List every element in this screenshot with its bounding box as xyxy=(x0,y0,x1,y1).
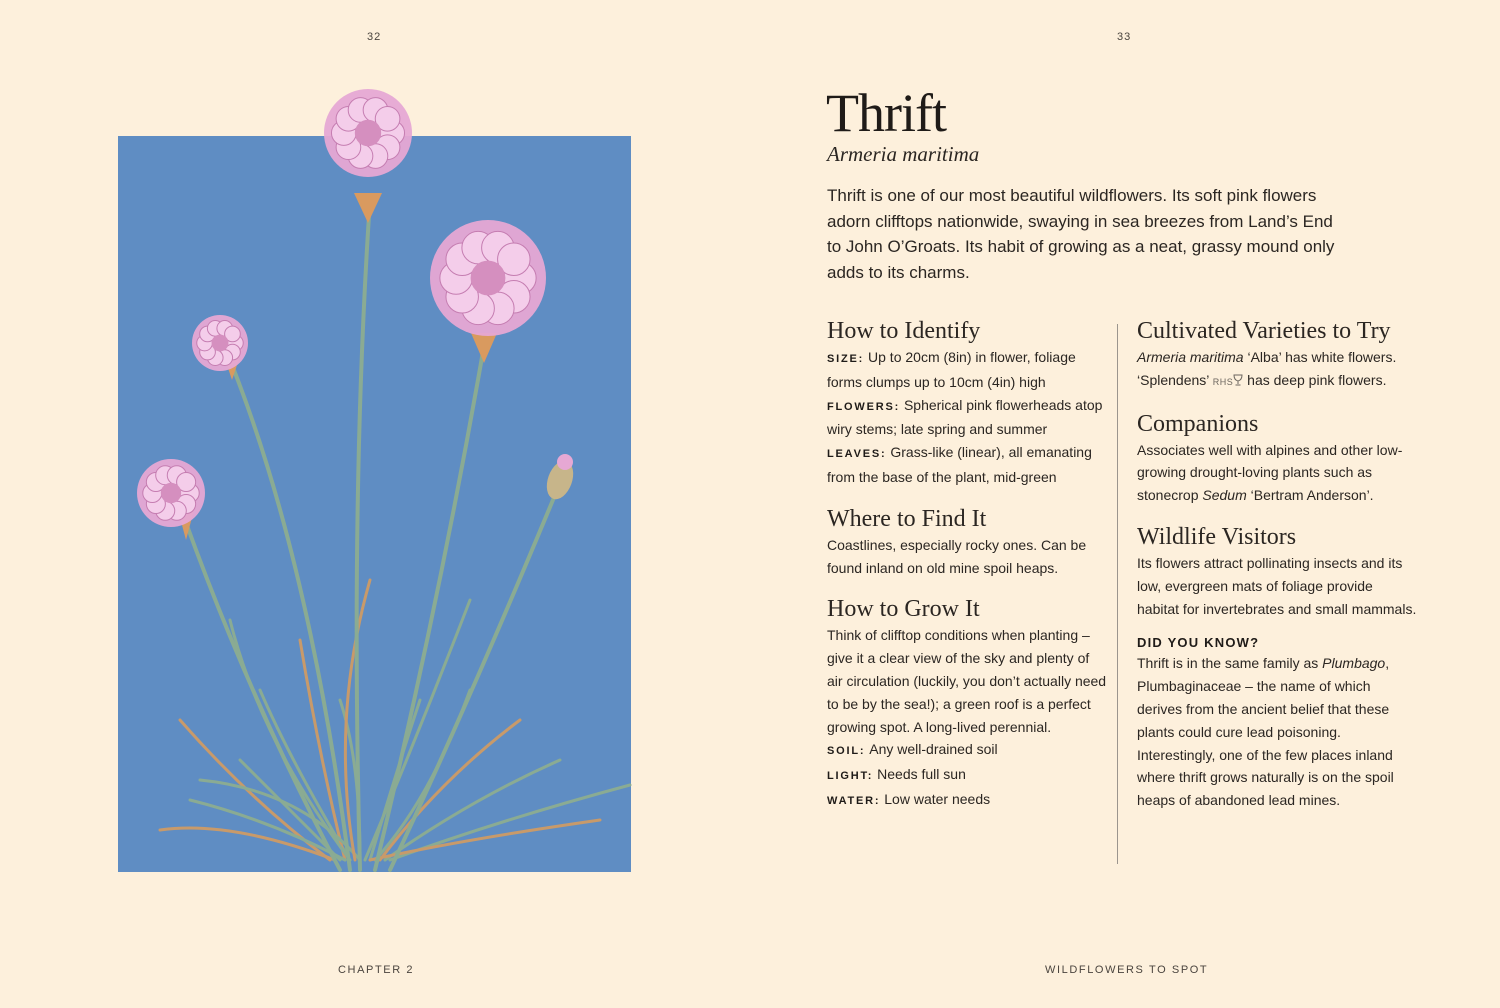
did-you-know-text xyxy=(1137,652,1417,812)
left-page-number: 32 xyxy=(367,31,382,43)
flower-floret xyxy=(336,106,361,131)
intro-paragraph: Thrift is one of our most beautiful wildflowers. Its soft pink flowers adorn clifftops nationwide, swaying in sea breezes from Land’s End to John O’Groats. Its habit of growing as a neat, grassy mound only adds to its charms. xyxy=(827,186,1335,282)
varieties-heading: Cultivated Varieties to Try xyxy=(1137,318,1391,344)
did-you-know-text-start: Thrift is in the same family as xyxy=(1137,655,1323,672)
variety-splendens xyxy=(1137,369,1417,394)
flowers-text: Spherical pink flowerheads atop wiry stems; late spring and summer xyxy=(827,396,1103,438)
variety-alba-name: Armeria maritima xyxy=(1137,349,1244,365)
illustration-background xyxy=(118,136,631,872)
water-row xyxy=(827,788,1107,813)
light-text: Needs full sun xyxy=(877,766,966,783)
wildlife-text: Its flowers attract pollinating insects and its low, evergreen mats of foliage provide habitat for invertebrates and small mammals. xyxy=(1137,554,1417,617)
water-text: Low water needs xyxy=(884,790,991,807)
wildlife-section xyxy=(1137,522,1417,620)
soil-row xyxy=(827,738,1107,763)
did-you-know-heading: DID YOU KNOW? xyxy=(1137,635,1260,651)
left-footer: CHAPTER 2 xyxy=(338,964,415,976)
did-you-know-box xyxy=(1137,635,1417,812)
grow-text: Think of clifftop conditions when planting – give it a clear view of the sky and plenty of air circulation (luckily, you don’t actually need to be by the sea!); a green roof is a perfect growing spot. A long-lived perennial. xyxy=(827,627,1107,735)
flower-floret xyxy=(348,98,373,123)
right-footer: WILDFLOWERS TO SPOT xyxy=(1045,964,1209,976)
companions-text-end: ‘Bertram Anderson’. xyxy=(1246,487,1374,504)
where-text: Coastlines, especially rocky ones. Can be found inland on old mine spoil heaps. xyxy=(827,536,1087,576)
flowers-label: FLOWERS: xyxy=(827,400,901,413)
entry-title: Thrift xyxy=(826,83,946,143)
did-you-know-genus: Plumbago xyxy=(1322,655,1386,672)
identify-section xyxy=(827,316,1107,489)
size-text: Up to 20cm (8in) in flower, foliage forms clumps up to 10cm (4in) high xyxy=(827,349,1076,390)
grow-heading: How to Grow It xyxy=(827,596,980,623)
companions-genus: Sedum xyxy=(1202,487,1247,504)
rhs-award-badge: RHS xyxy=(1212,376,1234,387)
right-page-number: 33 xyxy=(1117,31,1132,43)
flower-floret xyxy=(363,98,388,123)
column-divider xyxy=(1117,324,1118,864)
flower-floret xyxy=(375,106,400,131)
light-row xyxy=(827,763,1107,788)
variety-splendens-name: ‘Splendens’ xyxy=(1137,371,1209,388)
where-section xyxy=(827,504,1107,580)
companions-text xyxy=(1137,439,1417,507)
award-cup-icon xyxy=(1233,374,1243,386)
size-row xyxy=(827,346,1107,394)
variety-alba-text: ‘Alba’ has white flowers. xyxy=(1243,349,1397,365)
left-column xyxy=(827,316,1107,828)
companions-text-start: Associates well with alpines and other low-growing drought-loving plants such as stonecrop xyxy=(1137,441,1403,504)
size-label: SIZE: xyxy=(827,353,865,365)
water-label: WATER: xyxy=(827,794,881,807)
identify-heading: How to Identify xyxy=(827,318,981,344)
companions-section xyxy=(1137,409,1417,507)
variety-alba xyxy=(1137,346,1417,369)
variety-splendens-text: has deep pink flowers. xyxy=(1243,371,1387,388)
light-label: LIGHT: xyxy=(827,770,874,783)
soil-label: SOIL: xyxy=(827,745,866,758)
grow-section xyxy=(827,594,1107,812)
right-column xyxy=(1137,316,1417,812)
flowers-row xyxy=(827,394,1107,442)
where-heading: Where to Find It xyxy=(827,505,987,532)
soil-text: Any well-drained soil xyxy=(869,741,998,758)
did-you-know-text-end: , Plumbaginaceae – the name of which derives from the ancient belief that these plants could cure lead poisoning. Interestingly, one of the few places inland where thrift grows naturally is on the spoil heaps of abandoned lead mines. xyxy=(1137,655,1394,809)
wildlife-heading: Wildlife Visitors xyxy=(1137,523,1297,550)
varieties-section xyxy=(1137,316,1417,394)
leaves-label: LEAVES: xyxy=(827,448,887,461)
leaves-row xyxy=(827,441,1107,489)
leaves-text: Grass-like (linear), all emanating from the base of the plant, mid-green xyxy=(827,444,1092,485)
latin-name: Armeria maritima xyxy=(827,142,980,166)
companions-heading: Companions xyxy=(1137,410,1259,437)
